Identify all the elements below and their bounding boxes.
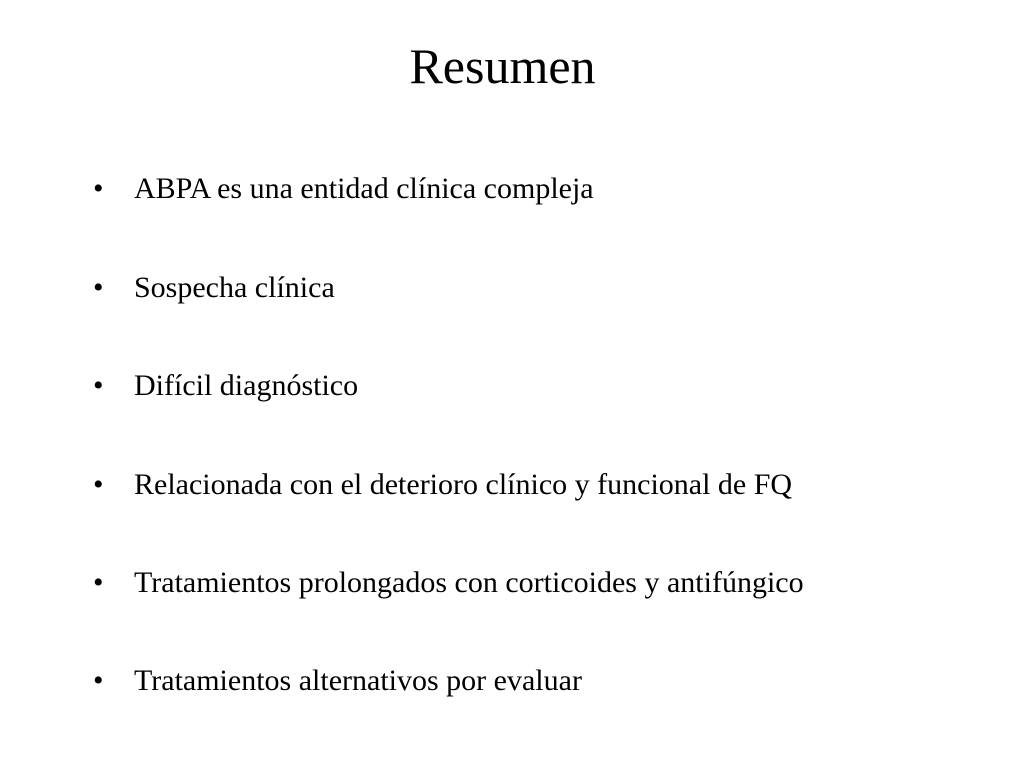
bullet-icon: • — [93, 664, 104, 697]
bullet-icon: • — [93, 566, 104, 599]
bullet-icon: • — [93, 271, 104, 304]
bullet-icon: • — [93, 369, 104, 402]
bullet-icon: • — [93, 172, 104, 205]
bullet-text: Difícil diagnóstico — [134, 369, 359, 402]
bullet-text: ABPA es una entidad clínica compleja — [134, 172, 594, 205]
bullet-icon: • — [93, 468, 104, 501]
bullet-text: Tratamientos alternativos por evaluar — [134, 664, 582, 697]
bullet-text: Sospecha clínica — [134, 271, 335, 304]
slide-title: Resumen — [409, 38, 596, 94]
bullet-text: Relacionada con el deterioro clínico y funcional de FQ — [134, 468, 793, 501]
bullet-text: Tratamientos prolongados con corticoides y antifúngico — [134, 566, 804, 599]
